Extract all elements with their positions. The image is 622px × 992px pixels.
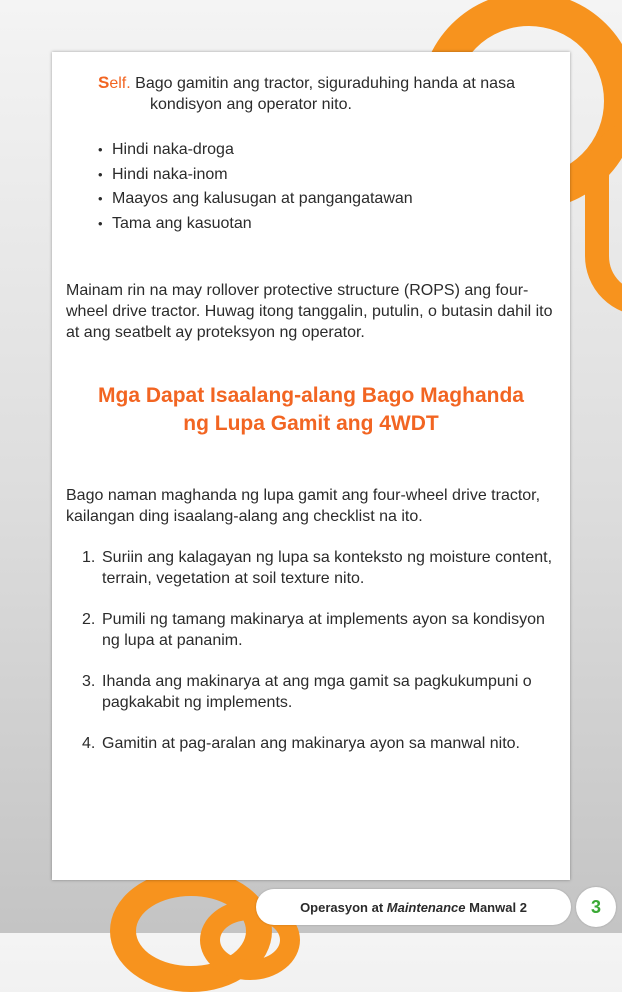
self-line-2: kondisyon ang operator nito. (150, 96, 352, 113)
section-heading (52, 382, 570, 438)
self-keyword: Self. (98, 73, 131, 92)
intro-paragraph: Bago naman maghanda ng lupa gamit ang four-wheel drive tractor, kailangan ding isaalang-alang ang checklist na ito. (66, 487, 541, 525)
footer-title-part-1: Operasyon at (300, 899, 387, 915)
bullet-item: • Maayos ang kalusugan at pangangatawan (98, 187, 413, 212)
rops-paragraph: Mainam rin na may rollover protective structure (ROPS) ang four-wheel drive tractor. Huwag itong tanggalin, putulin, o butasin dahil ito at ang seatbelt ay proteksyon ng operator. (66, 282, 553, 341)
footer-title-part-3: Manwal 2 (465, 899, 527, 915)
section-heading-line-2: ng Lupa Gamit ang 4WDT (183, 412, 439, 435)
footer-title-part-2: Maintenance (386, 899, 466, 915)
bullet-list (98, 138, 413, 236)
bullet-item: • Hindi naka-droga (98, 138, 413, 163)
checklist-item (82, 547, 558, 589)
checklist-number: 3. (82, 673, 96, 690)
bullet-item: • Hindi naka-inom (98, 163, 413, 188)
page-number: 3 (576, 887, 616, 927)
checklist (82, 547, 558, 774)
checklist-number: 4. (82, 735, 96, 752)
checklist-item (82, 671, 558, 713)
section-heading-line-1: Mga Dapat Isaalang-alang Bago Maghanda (98, 384, 524, 407)
footer-manual-title (256, 889, 571, 925)
self-section (98, 72, 538, 115)
checklist-text: Suriin ang kalagayan ng lupa sa konteksto ng moisture content, terrain, vegetation at soil texture nito. (102, 549, 553, 587)
checklist-text: Gamitin at pag-aralan ang makinarya ayon sa manwal nito. (102, 735, 520, 752)
checklist-number: 1. (82, 549, 96, 566)
checklist-text: Pumili ng tamang makinarya at implements ayon sa kondisyon ng lupa at pananim. (102, 611, 545, 649)
checklist-item (82, 609, 558, 651)
checklist-text: Ihanda ang makinarya at ang mga gamit sa pagkukumpuni o pagkakabit ng implements. (102, 673, 532, 711)
checklist-item (82, 733, 558, 754)
bullet-item: • Tama ang kasuotan (98, 212, 413, 237)
self-line-1: Bago gamitin ang tractor, siguraduhing handa at nasa (135, 75, 515, 92)
document-page (52, 52, 570, 880)
checklist-number: 2. (82, 611, 96, 628)
